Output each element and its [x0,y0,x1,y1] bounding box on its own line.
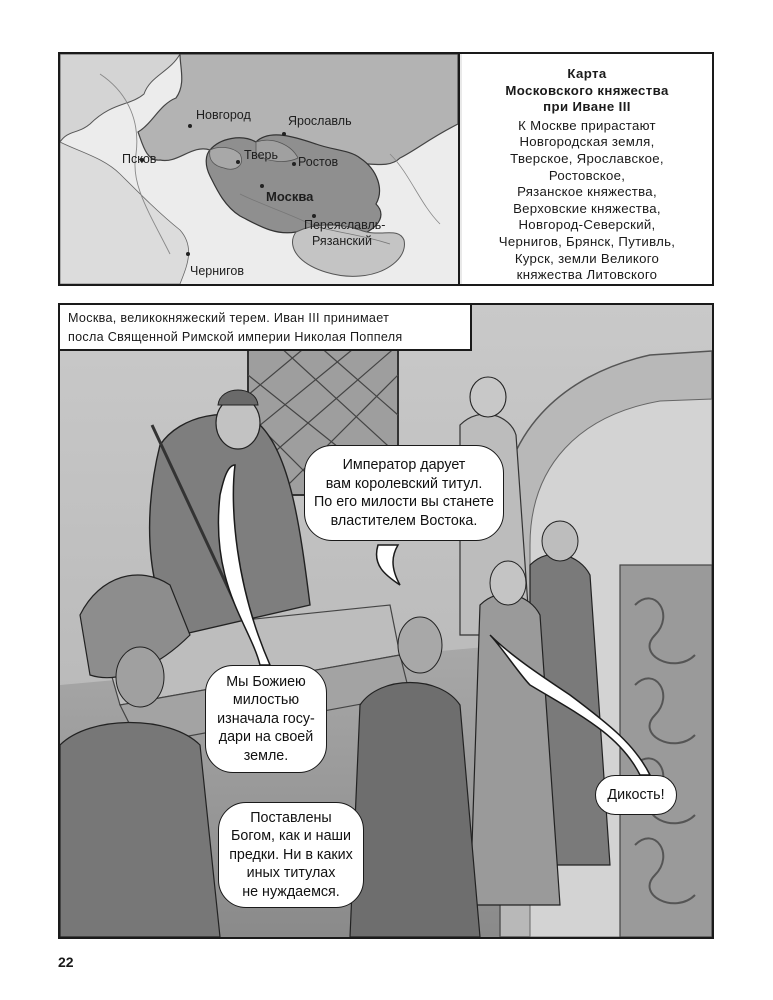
city-pskov: Псков [122,152,157,166]
map-desc-line: Чернигов, Брянск, Путивль, [498,233,676,249]
map-title-line: Московского княжества [505,82,669,98]
speech-bubble-emperor: Император дарует вам королевский титул. По его милости вы станете властителем Востока. [304,445,504,541]
map-desc-line: Ростовское, [548,167,626,183]
map-desc-line: Новгородская земля, [519,134,655,150]
map-desc-line: Рязанское княжества, [517,184,657,200]
tver-dot [236,160,240,164]
moskva-dot [260,184,264,188]
city-pereyaslavl-1: Переяславль- [304,218,386,232]
speech-bubble-appointed: Поставлены Богом, как и наши предки. Ни в каких иных титулах не нуждаемся. [218,802,364,908]
map-desc-line: Курск, земли Великого [514,250,660,266]
map-desc-line: Верховские княжества, [513,200,661,216]
map-title-line: при Иване III [543,99,631,115]
rostov-dot [292,162,296,166]
speech-bubble-god-grace: Мы Божиею милостью изначала госу- дари на своей земле. [205,665,327,773]
scene-caption-line: Москва, великокняжеский терем. Иван III принимает [68,311,390,325]
comic-panel [58,303,714,939]
speech-bubble-savagery: Дикость! [595,775,677,815]
map-title [462,66,712,116]
map-panel [58,52,714,286]
city-rostov: Ростов [298,155,339,169]
city-pereyaslavl-2: Рязанский [312,234,372,248]
throne-room-illustration [60,305,712,937]
city-yaroslavl: Ярославль [288,114,352,128]
scene-caption [60,305,472,351]
map-title-line: Карта [567,66,607,81]
city-chernigov: Чернигов [190,264,244,278]
city-novgorod: Новгород [196,108,251,122]
city-moskva: Москва [266,189,314,204]
map-desc-line: Новгород-Северский, [518,217,656,233]
map-desc-line: княжества Литовского [516,267,658,283]
page-number: 22 [58,954,74,970]
map-divider [458,54,460,284]
map-desc-line: Тверское, Ярославское, [510,150,664,166]
yaroslavl-dot [282,132,286,136]
map-description [462,118,712,284]
map-desc-line: К Москве прирастают [518,117,656,133]
scene-caption-line: посла Священной Римской империи Николая Поппеля [68,330,403,344]
map-caption [462,54,712,284]
map-illustration [60,54,458,284]
chernigov-dot [186,252,190,256]
city-tver: Тверь [244,148,279,162]
novgorod-dot [188,124,192,128]
